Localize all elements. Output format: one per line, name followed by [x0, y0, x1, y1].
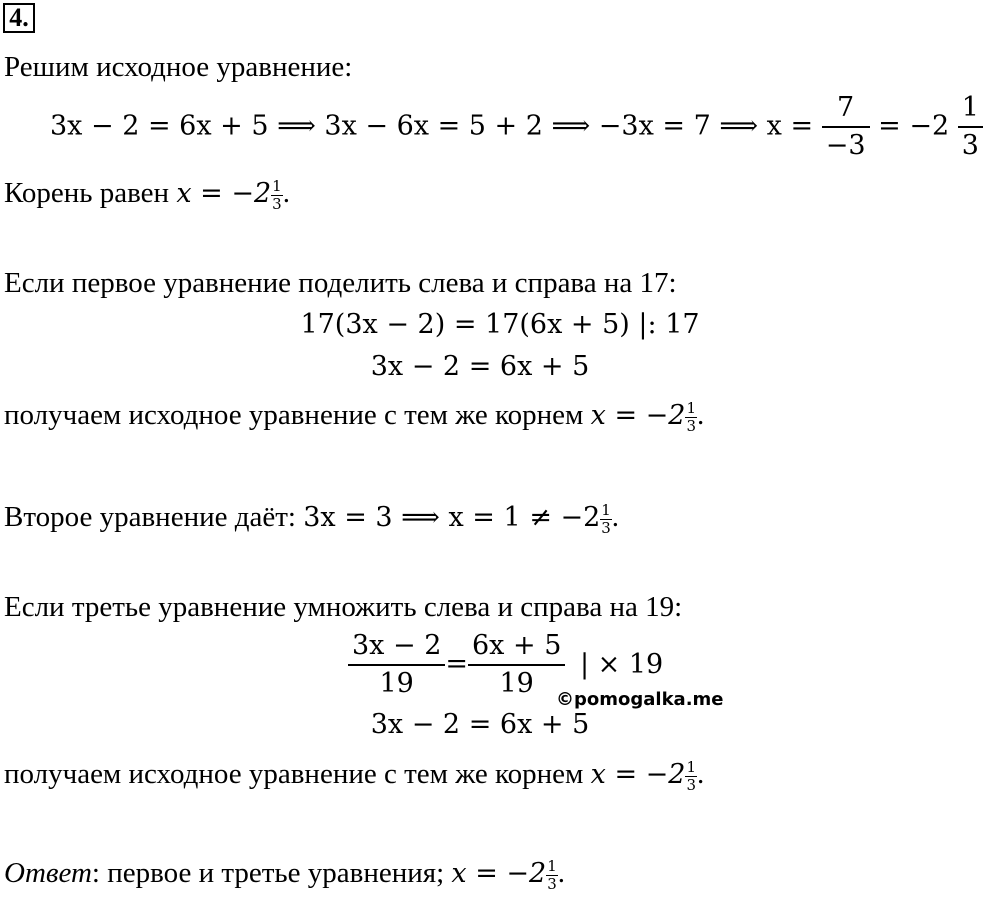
- fraction-denominator: 19: [499, 668, 534, 699]
- small-fraction: [271, 176, 283, 213]
- problem-number: 4.: [3, 3, 35, 33]
- second-math: 3x = 3 ⟹ x = 1 ≠ −2: [303, 502, 601, 533]
- first-result: [4, 398, 704, 434]
- small-fraction: [546, 856, 558, 893]
- fraction-denominator: 3: [686, 416, 697, 435]
- period: .: [697, 758, 705, 790]
- fraction-numerator: 1: [686, 757, 697, 776]
- equals-sign: =: [445, 648, 468, 680]
- answer-value: x = −2: [451, 858, 547, 889]
- root-line: [4, 176, 290, 212]
- mixed-fraction: [958, 92, 983, 162]
- period: .: [611, 501, 620, 533]
- fraction-numerator: 7: [837, 92, 855, 123]
- result-value: x = −2: [590, 759, 686, 790]
- fraction-numerator: 1: [961, 92, 979, 123]
- result-label: получаем исходное уравнение с тем же корнем: [4, 758, 591, 790]
- period: .: [557, 857, 566, 889]
- answer-label: Ответ: [4, 857, 92, 889]
- fraction-left: [348, 630, 445, 700]
- small-fraction: [600, 500, 612, 537]
- multiply-operation: | × 19: [579, 648, 664, 680]
- first-eq-line2: 3x − 2 = 6x + 5: [370, 351, 590, 382]
- fraction-denominator: −3: [825, 130, 866, 161]
- answer-text: : первое и третье уравнения;: [91, 857, 452, 889]
- fraction-7-over-minus3: [822, 92, 870, 162]
- intro-text: Решим исходное уравнение:: [4, 51, 353, 83]
- main-equation-chain: 3x − 2 = 6x + 5 ⟹ 3x − 6x = 5 + 2 ⟹ −3x = 7 ⟹ x =: [50, 110, 822, 142]
- result-value: x = −2: [590, 400, 686, 431]
- fraction-numerator: 6x + 5: [472, 630, 562, 661]
- third-result: [4, 757, 704, 793]
- first-intro: Если первое уравнение поделить слева и справа на 17:: [4, 267, 677, 299]
- period: .: [697, 399, 705, 431]
- fraction-numerator: 1: [547, 856, 557, 875]
- result-label: получаем исходное уравнение с тем же корнем: [4, 399, 591, 431]
- answer-line: [4, 856, 565, 892]
- fraction-denominator: 3: [601, 518, 611, 537]
- third-intro: Если третье уравнение умножить слева и справа на 19:: [4, 591, 683, 623]
- period: .: [282, 177, 290, 209]
- fraction-denominator: 3: [272, 194, 282, 213]
- second-line: [4, 500, 619, 536]
- root-label: Корень равен: [4, 177, 177, 209]
- fraction-denominator: 3: [961, 130, 979, 161]
- fraction-denominator: 3: [686, 775, 697, 794]
- first-eq-line1: 17(3x − 2) = 17(6x + 5) |: 17: [300, 309, 700, 340]
- fraction-numerator: 3x − 2: [352, 630, 442, 661]
- fraction-numerator: 1: [601, 500, 611, 519]
- small-fraction: [685, 757, 697, 794]
- small-fraction: [685, 398, 697, 435]
- fraction-right: [468, 630, 565, 700]
- watermark: ©pomogalka.me: [556, 689, 724, 710]
- root-value: x = −2: [176, 178, 272, 209]
- main-equation-mid: = −2: [878, 110, 950, 142]
- fraction-denominator: 3: [547, 874, 557, 893]
- third-eq-line2: 3x − 2 = 6x + 5: [370, 709, 590, 740]
- fraction-numerator: 1: [686, 398, 697, 417]
- second-label: Второе уравнение даёт:: [4, 501, 304, 533]
- main-equation: [50, 92, 983, 162]
- fraction-denominator: 19: [379, 668, 414, 699]
- fraction-numerator: 1: [272, 176, 282, 195]
